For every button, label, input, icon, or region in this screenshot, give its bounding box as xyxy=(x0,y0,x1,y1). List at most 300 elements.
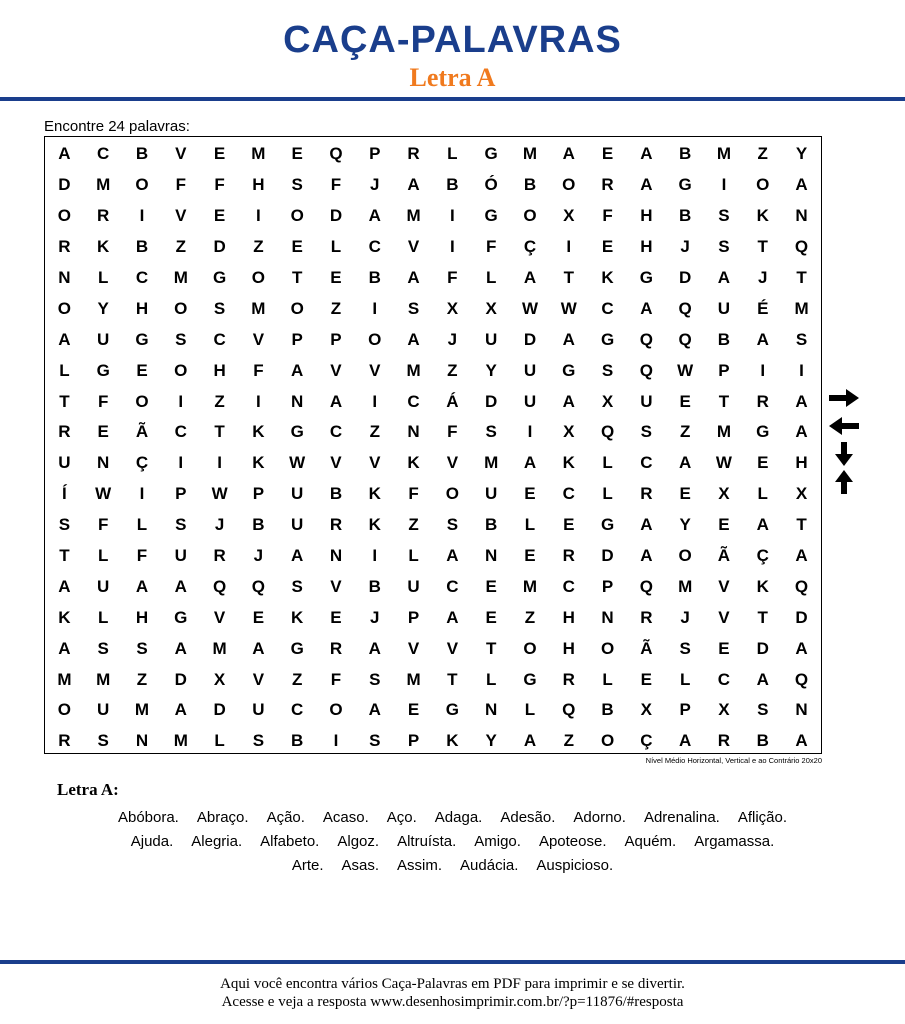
grid-letter: L xyxy=(602,453,613,473)
grid-letter: U xyxy=(291,515,304,535)
grid-letter: A xyxy=(640,515,653,535)
grid-row xyxy=(45,571,821,602)
grid-letter: A xyxy=(717,268,731,287)
grid-letter: G xyxy=(756,422,770,442)
grid-letter: S xyxy=(601,360,614,380)
grid-letter: S xyxy=(640,422,653,442)
grid-letter: E xyxy=(252,607,265,627)
word-item: Alfabeto. xyxy=(260,833,320,850)
grid-letter: O xyxy=(368,329,382,349)
grid-letter: N xyxy=(135,731,149,751)
grid-letter: A xyxy=(523,268,537,287)
grid-letter: L xyxy=(524,700,536,720)
grid-letter: F xyxy=(602,206,613,226)
grid-letter: M xyxy=(406,360,421,380)
grid-letter: V xyxy=(175,144,187,164)
grid-letter: R xyxy=(640,484,653,504)
grid-letter: I xyxy=(372,546,378,566)
grid-letter: R xyxy=(562,669,575,689)
grid-letter: B xyxy=(601,700,614,720)
grid-letter: D xyxy=(58,175,71,195)
grid-letter: G xyxy=(523,669,537,689)
grid-letter: F xyxy=(136,546,148,566)
grid-letter: Ç xyxy=(756,546,769,566)
grid-letter: S xyxy=(795,329,808,349)
grid-letter: X xyxy=(640,700,653,720)
grid-letter: V xyxy=(252,329,265,349)
word-item: Ajuda. xyxy=(130,833,174,850)
grid-letter: Q xyxy=(678,329,692,349)
grid-letter: E xyxy=(679,391,691,411)
grid-letter: T xyxy=(757,237,768,257)
grid-letter: K xyxy=(252,453,265,473)
grid-letter: F xyxy=(447,268,458,287)
grid-letter: M xyxy=(678,576,693,596)
grid-letter: T xyxy=(59,391,70,411)
grid-letter: S xyxy=(679,638,691,658)
grid-letter: T xyxy=(485,638,497,658)
grid-letter: H xyxy=(135,298,149,318)
grid-letter: G xyxy=(484,144,498,164)
grid-letter: B xyxy=(329,484,343,504)
grid-row xyxy=(45,170,821,201)
grid-letter: B xyxy=(446,175,459,195)
grid-letter: V xyxy=(330,453,342,473)
grid-letter: R xyxy=(407,144,420,164)
grid-letter: A xyxy=(640,298,653,318)
grid-letter: C xyxy=(407,391,420,411)
grid-letter: B xyxy=(368,268,381,287)
grid-letter: Z xyxy=(408,515,419,535)
grid-letter: W xyxy=(677,360,694,380)
grid-letter: U xyxy=(58,453,71,473)
grid-letter: J xyxy=(253,546,264,566)
grid-letter: R xyxy=(329,638,343,658)
grid-letter: E xyxy=(524,546,536,566)
grid-letter: A xyxy=(446,546,459,566)
grid-letter: G xyxy=(174,607,188,627)
grid-letter: M xyxy=(406,206,421,226)
direction-arrows xyxy=(826,384,862,496)
grid-letter: S xyxy=(369,669,381,689)
grid-row xyxy=(45,664,821,695)
bottom-divider xyxy=(0,960,905,964)
grid-letter: E xyxy=(136,360,148,380)
grid-letter: Z xyxy=(253,237,264,257)
grid-letter: E xyxy=(640,669,653,689)
grid-letter: J xyxy=(680,237,690,257)
grid-letter: Q xyxy=(329,144,343,164)
grid-letter: Q xyxy=(794,237,809,257)
grid-letter: I xyxy=(372,391,378,411)
grid-letter: A xyxy=(562,391,575,411)
grid-letter: T xyxy=(757,607,768,627)
word-item: Aflição. xyxy=(737,809,788,826)
grid-letter: M xyxy=(484,453,499,473)
grid-letter: L xyxy=(447,144,458,164)
grid-letter: A xyxy=(174,700,187,720)
grid-letter: E xyxy=(291,144,303,164)
word-list-line xyxy=(40,830,865,854)
grid-letter: Z xyxy=(447,360,458,380)
grid-letter: M xyxy=(794,298,809,318)
grid-letter: Z xyxy=(757,144,768,164)
grid-letter: U xyxy=(97,576,110,596)
grid-letter: Z xyxy=(175,237,186,257)
grid-letter: H xyxy=(795,453,808,473)
grid-letter: A xyxy=(562,144,575,164)
grid-letter: Ç xyxy=(135,453,149,473)
grid-letter: G xyxy=(96,360,110,380)
grid-letter: D xyxy=(213,700,226,720)
instruction-text: Encontre 24 palavras: xyxy=(44,118,190,135)
grid-row xyxy=(45,139,821,170)
grid-letter: Y xyxy=(485,731,497,751)
grid-letter: N xyxy=(795,206,808,226)
word-item: Auspicioso. xyxy=(536,857,614,874)
grid-letter: C xyxy=(174,422,187,442)
grid-letter: B xyxy=(252,515,265,535)
grid-row xyxy=(45,293,821,324)
grid-letter: V xyxy=(330,360,342,380)
arrow-down-icon xyxy=(826,440,862,468)
grid-letter: A xyxy=(58,329,71,349)
grid-letter: S xyxy=(97,731,109,751)
grid-letter: Z xyxy=(291,669,303,689)
grid-letter: X xyxy=(795,484,808,504)
grid-letter: M xyxy=(134,700,150,720)
word-item: Alegria. xyxy=(191,833,243,850)
arrow-right-icon xyxy=(826,384,862,412)
grid-letter: A xyxy=(252,638,265,658)
grid-letter: A xyxy=(368,638,381,658)
grid-letter: S xyxy=(446,515,459,535)
word-item: Asas. xyxy=(341,857,380,874)
grid-letter: I xyxy=(178,453,184,473)
grid-row xyxy=(45,232,821,263)
grid-letter: L xyxy=(408,546,419,566)
grid-letter: H xyxy=(640,206,653,226)
grid-letter: E xyxy=(330,268,342,287)
grid-letter: K xyxy=(252,422,265,442)
grid-letter: N xyxy=(291,391,304,411)
grid-letter: A xyxy=(756,329,769,349)
grid-letter: H xyxy=(252,175,265,195)
grid-letter: K xyxy=(601,268,614,287)
grid-letter: M xyxy=(212,638,227,658)
grid-letter: I xyxy=(799,360,804,380)
grid-letter: O xyxy=(135,175,149,195)
grid-letter: Z xyxy=(369,422,380,442)
grid-letter: M xyxy=(522,144,538,164)
word-item: Adorno. xyxy=(573,809,626,826)
grid-letter: N xyxy=(407,422,420,442)
grid-row xyxy=(45,479,821,510)
grid-letter: R xyxy=(329,515,343,535)
grid-letter: S xyxy=(136,638,148,658)
grid-letter: B xyxy=(135,237,149,257)
grid-letter: Q xyxy=(639,360,653,380)
word-list-line xyxy=(40,854,865,878)
grid-letter: K xyxy=(446,731,459,751)
word-item: Abóbora. xyxy=(117,809,179,826)
grid-letter: J xyxy=(370,607,380,627)
grid-letter: M xyxy=(96,175,111,195)
grid-letter: G xyxy=(445,700,459,720)
grid-letter: S xyxy=(757,700,769,720)
grid-letter: N xyxy=(485,700,498,720)
grid-letter: Z xyxy=(214,391,225,411)
grid-letter: B xyxy=(717,329,731,349)
grid-row xyxy=(45,417,821,448)
word-list-line xyxy=(40,806,865,830)
grid-letter: B xyxy=(291,731,304,751)
grid-row xyxy=(45,541,821,572)
grid-letter: C xyxy=(562,576,575,596)
grid-letter: M xyxy=(251,298,266,318)
grid-letter: F xyxy=(485,237,497,257)
grid-letter: G xyxy=(290,422,304,442)
grid-letter: K xyxy=(291,607,304,627)
grid-letter: V xyxy=(369,453,381,473)
footer-line-2: Acesse e veja a resposta www.desenhosimprimir.com.br/?p=11876/#resposta xyxy=(221,994,684,1010)
grid-letter: T xyxy=(796,515,807,535)
grid-letter: U xyxy=(407,576,420,596)
grid-letter: E xyxy=(330,607,342,627)
page-title: CAÇA-PALAVRAS xyxy=(283,19,622,61)
grid-letter: N xyxy=(58,268,71,287)
grid-letter: E xyxy=(524,484,536,504)
grid-letter: K xyxy=(562,453,575,473)
grid-letter: S xyxy=(407,298,420,318)
footer-line-1: Aqui você encontra vários Caça-Palavras em PDF para imprimir e se divertir. xyxy=(220,976,685,992)
grid-letter: V xyxy=(718,576,730,596)
grid-letter: A xyxy=(795,391,808,411)
grid-letter: L xyxy=(602,484,613,504)
grid-letter: A xyxy=(640,144,653,164)
word-item: Arte. xyxy=(291,857,324,874)
word-list xyxy=(40,806,865,878)
grid-letter: I xyxy=(178,391,184,411)
grid-letter: T xyxy=(563,268,574,287)
grid-letter: A xyxy=(562,329,575,349)
grid-letter: H xyxy=(562,607,575,627)
grid-letter: Q xyxy=(794,576,809,596)
grid-letter: H xyxy=(135,607,149,627)
word-item: Aquém. xyxy=(624,833,677,850)
grid-letter: U xyxy=(523,391,537,411)
grid-letter: D xyxy=(679,268,692,287)
word-item: Altruísta. xyxy=(397,833,457,850)
grid-letter: L xyxy=(757,484,768,504)
grid-letter: A xyxy=(407,175,420,195)
grid-letter: V xyxy=(175,206,187,226)
grid-letter: A xyxy=(679,731,692,751)
word-item: Adrenalina. xyxy=(643,809,720,826)
grid-row xyxy=(45,695,821,726)
grid-letter: Ã xyxy=(135,422,149,442)
grid-letter: G xyxy=(600,515,615,535)
grid-letter: O xyxy=(57,206,72,226)
grid-letter: M xyxy=(716,144,732,164)
grid-letter: T xyxy=(291,268,303,287)
grid-letter: E xyxy=(718,515,730,535)
grid-letter: I xyxy=(450,206,455,226)
grid-letter: O xyxy=(290,298,304,318)
grid-letter: X xyxy=(446,298,459,318)
grid-letter: A xyxy=(291,360,304,380)
grid-letter: R xyxy=(213,546,226,566)
grid-letter: O xyxy=(174,298,188,318)
grid-letter: I xyxy=(527,422,533,442)
grid-letter: Í xyxy=(62,484,67,504)
grid-row xyxy=(45,633,821,664)
grid-rows xyxy=(45,139,821,753)
grid-letter: A xyxy=(368,700,381,720)
grid-letter: K xyxy=(368,484,381,504)
grid-letter: K xyxy=(368,515,381,535)
grid-row xyxy=(45,263,821,294)
grid-letter: O xyxy=(678,546,692,566)
grid-letter: N xyxy=(795,700,808,720)
grid-letter: Á xyxy=(446,391,459,411)
grid-letter: A xyxy=(58,576,71,596)
grid-letter: P xyxy=(330,329,342,349)
grid-letter: H xyxy=(640,237,653,257)
grid-letter: Y xyxy=(485,360,497,380)
grid-letter: U xyxy=(523,360,537,380)
grid-letter: C xyxy=(717,669,731,689)
grid-letter: K xyxy=(756,206,769,226)
grid-letter: R xyxy=(717,731,731,751)
grid-letter: C xyxy=(601,298,614,318)
grid-letter: I xyxy=(256,391,261,411)
grid-letter: W xyxy=(715,453,732,473)
grid-letter: S xyxy=(718,206,730,226)
grid-letter: O xyxy=(600,638,615,658)
grid-letter: P xyxy=(601,576,614,596)
grid-letter: U xyxy=(252,700,265,720)
grid-letter: P xyxy=(369,144,381,164)
grid-letter: C xyxy=(640,453,653,473)
grid-letter: F xyxy=(408,484,419,504)
grid-letter: I xyxy=(139,206,145,226)
grid-letter: I xyxy=(139,484,145,504)
grid-letter: T xyxy=(718,391,730,411)
grid-letter: O xyxy=(174,360,188,380)
grid-letter: K xyxy=(756,576,769,596)
grid-letter: O xyxy=(251,268,265,287)
grid-letter: R xyxy=(601,175,614,195)
grid-letter: F xyxy=(447,422,458,442)
grid-letter: A xyxy=(174,576,187,596)
grid-letter: S xyxy=(718,237,730,257)
grid-letter: V xyxy=(407,638,420,658)
grid-letter: C xyxy=(97,144,110,164)
grid-letter: X xyxy=(718,484,730,504)
grid-letter: E xyxy=(407,700,420,720)
grid-letter: K xyxy=(97,237,110,257)
grid-letter: A xyxy=(368,206,381,226)
grid-letter: A xyxy=(58,144,71,164)
grid-letter: A xyxy=(135,576,149,596)
word-item: Acaso. xyxy=(322,809,369,826)
grid-letter: J xyxy=(370,175,380,195)
grid-letter: I xyxy=(372,298,378,318)
grid-row xyxy=(45,448,821,479)
grid-letter: I xyxy=(217,453,222,473)
grid-letter: X xyxy=(213,669,226,689)
grid-letter: L xyxy=(214,731,225,751)
grid-letter: S xyxy=(58,515,71,535)
grid-letter: A xyxy=(756,669,769,689)
grid-letter: W xyxy=(95,484,112,504)
grid-letter: W xyxy=(521,298,538,318)
grid-letter: A xyxy=(523,453,537,473)
grid-letter: O xyxy=(523,638,537,658)
grid-row xyxy=(45,726,821,757)
grid-letter: G xyxy=(212,268,227,287)
grid-letter: C xyxy=(329,422,343,442)
grid-letter: O xyxy=(562,175,576,195)
grid-letter: P xyxy=(407,607,420,627)
grid-letter: B xyxy=(485,515,498,535)
grid-letter: L xyxy=(485,669,497,689)
grid-letter: D xyxy=(213,237,226,257)
grid-letter: S xyxy=(485,422,497,442)
grid-letter: I xyxy=(333,731,339,751)
grid-letter: E xyxy=(485,607,497,627)
grid-row xyxy=(45,324,821,355)
grid-letter: Ç xyxy=(640,731,653,751)
grid-letter: V xyxy=(407,237,420,257)
grid-letter: D xyxy=(174,669,187,689)
grid-letter: A xyxy=(795,422,808,442)
grid-letter: L xyxy=(98,607,109,627)
level-note: Nível Médio Horizontal, Vertical e ao Contrário 20x20 xyxy=(645,756,822,765)
grid-letter: B xyxy=(523,175,537,195)
grid-letter: C xyxy=(446,576,459,596)
grid-letter: S xyxy=(97,638,109,658)
grid-letter: F xyxy=(98,391,109,411)
grid-letter: E xyxy=(291,237,303,257)
word-item: Audácia. xyxy=(460,857,519,874)
grid-letter: Z xyxy=(679,422,691,442)
grid-letter: M xyxy=(406,669,421,689)
grid-letter: P xyxy=(175,484,187,504)
grid-letter: T xyxy=(59,546,70,566)
grid-letter: Ç xyxy=(523,237,537,257)
grid-letter: R xyxy=(756,391,769,411)
grid-letter: V xyxy=(718,607,730,627)
grid-letter: A xyxy=(291,546,304,566)
grid-letter: T xyxy=(447,669,458,689)
grid-letter: S xyxy=(213,298,226,318)
grid-letter: Y xyxy=(97,298,109,318)
grid-letter: Q xyxy=(639,329,653,349)
grid-letter: N xyxy=(97,453,110,473)
grid-letter: F xyxy=(214,175,225,195)
grid-letter: É xyxy=(757,298,769,318)
grid-letter: X xyxy=(563,422,575,442)
grid-letter: A xyxy=(329,391,343,411)
word-item: Algoz. xyxy=(337,833,380,850)
grid-letter: M xyxy=(716,422,732,442)
word-item: Abraço. xyxy=(196,809,249,826)
grid-letter: X xyxy=(485,298,497,318)
grid-letter: L xyxy=(602,669,613,689)
grid-letter: R xyxy=(640,607,653,627)
